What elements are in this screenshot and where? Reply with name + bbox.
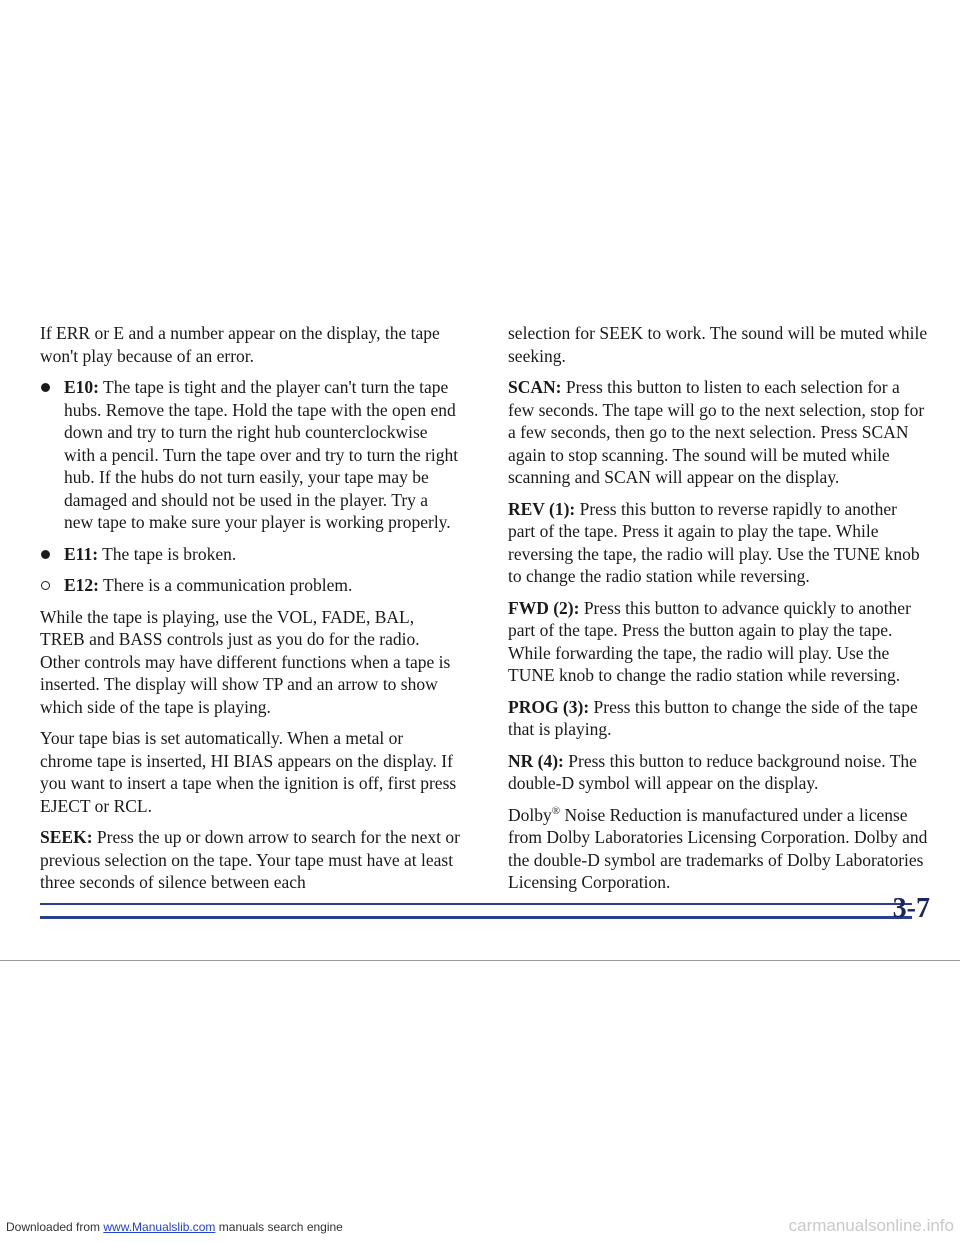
- paragraph-scan: [508, 376, 928, 489]
- bullet-text: The tape is tight and the player can't turn the tape hubs. Remove the tape. Hold the tape with the open end down and try to turn the right hub counterclockwise with a pencil. Turn the tape over and try to turn the right hub. If the hubs do not turn easily, your tape may be damaged and should not be used in the player. Try a new tape to make sure your player is working properly.: [64, 377, 459, 532]
- paragraph-seek: [40, 826, 460, 894]
- paragraph-nr: [508, 750, 928, 795]
- registered-mark: ®: [551, 804, 561, 817]
- bullet-icon: [41, 550, 50, 559]
- paragraph-dolby: [508, 804, 928, 894]
- watermark: carmanualsonline.info: [788, 1216, 954, 1235]
- bullet-text: The tape is broken.: [98, 543, 237, 564]
- seek-label: SEEK:: [40, 827, 93, 847]
- paragraph-tape-bias: Your tape bias is set automatically. When a metal or chrome tape is inserted, HI BIAS appears on the display. If you want to insert a tape when the ignition is off, first press EJECT or RCL.: [40, 728, 457, 816]
- item-label: REV (1):: [508, 498, 576, 519]
- seek-continuation: selection for SEEK to work. The sound will be muted while seeking.: [508, 323, 928, 366]
- bullet-label: E12:: [64, 575, 99, 595]
- item-text: Press this button to reduce background noise. The double-D symbol will appear on the display.: [508, 750, 917, 793]
- error-intro: If ERR or E and a number appear on the display, the tape won't play because of an error.: [40, 323, 440, 366]
- item-label: NR (4):: [508, 750, 564, 771]
- right-column: [508, 322, 928, 903]
- item-text: Press this button to reverse rapidly to another part of the tape. Press it again to play the tape. While reversing the tape, the radio will play. Use the TUNE knob to change the radio station while reversing.: [508, 498, 920, 586]
- bullet-label: E10:: [64, 377, 99, 397]
- page-number: 3-7: [892, 893, 930, 924]
- manualslib-link[interactable]: www.Manualslib.com: [103, 1220, 216, 1234]
- footer-suffix: manuals search engine: [215, 1220, 343, 1234]
- dolby-text: Noise Reduction is manufactured under a license from Dolby Laboratories Licensing Corporation. Dolby and the double-D symbol are trademarks of Dolby Laboratories Licensing Corporation.: [508, 804, 928, 892]
- item-label: FWD (2):: [508, 597, 580, 618]
- bullet-e10: [40, 376, 460, 534]
- bullet-icon: [41, 581, 50, 590]
- bullet-label: E11:: [64, 543, 99, 564]
- paragraph-fwd: [508, 597, 928, 687]
- footer-prefix: Downloaded from: [6, 1220, 104, 1234]
- paragraph-rev: [508, 498, 928, 588]
- bullet-icon: [41, 383, 50, 392]
- left-column: [40, 322, 460, 903]
- bullet-text: There is a communication problem.: [99, 575, 353, 595]
- item-text: Press this button to advance quickly to another part of the tape. Press the button again to play the tape. While forwarding the tape, the radio will play. Use the TUNE knob to change the radio station while reversing.: [508, 597, 911, 685]
- item-text: Press this button to change the side of the tape that is playing.: [508, 696, 918, 739]
- item-text: Press this button to listen to each selection for a few seconds. The tape will go to the next selection, stop for a few seconds, then go to the next selection. Press SCAN again to stop scanning. The sound will be muted while scanning and SCAN will appear on the display.: [508, 377, 925, 487]
- page-rule-bottom: [40, 916, 912, 919]
- bullet-e12: [40, 574, 460, 597]
- item-label: PROG (3):: [508, 696, 590, 717]
- bullet-e11: [40, 543, 460, 566]
- paragraph-controls: While the tape is playing, use the VOL, FADE, BAL, TREB and BASS controls just as you do for the radio. Other controls may have different functions when a tape is inserted. The display will show TP and an arrow to show which side of the tape is playing.: [40, 606, 451, 717]
- item-label: SCAN:: [508, 377, 562, 397]
- seek-text: Press the up or down arrow to search for the next or previous selection on the tape. Your tape must have at least three seconds of silence between each: [40, 827, 460, 892]
- paragraph-prog: [508, 696, 928, 741]
- scan-edge-line: [0, 960, 960, 961]
- download-footer: [6, 1220, 343, 1234]
- page-rule-top: [40, 903, 912, 905]
- dolby-word: Dolby: [508, 804, 552, 825]
